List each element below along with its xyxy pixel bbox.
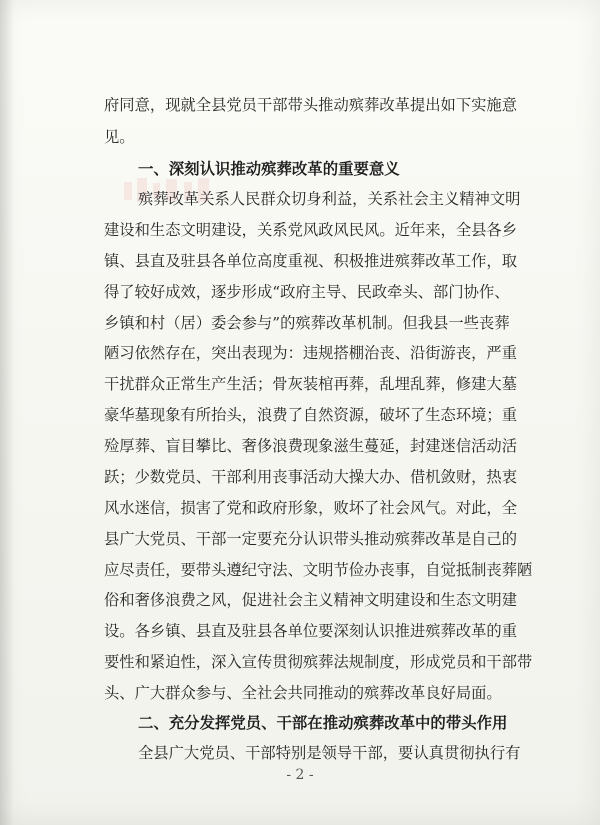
body-line-8: 豪华墓现象有所抬头，浪费了自然资源，破坏了生态环境；重 <box>104 406 518 424</box>
body-line-18: 全县广大党员、干部特别是领导干部，要认真贯彻执行有 <box>138 744 521 762</box>
body-line-11: 风水迷信，损害了党和政府形象，败坏了社会风气。对此，全 <box>104 499 518 517</box>
page-number: - 2 - <box>286 767 314 783</box>
body-line-16: 要性和紧迫性，深入宣传贯彻殡葬法规制度，形成党员和干部带 <box>104 653 533 671</box>
body-line-4: 得了较好成效，逐步形成“政府主导、民政牵头、部门协作、 <box>104 283 510 301</box>
body-line-15: 设。各乡镇、县直及驻县各单位要深刻认识推进殡葬改革的重 <box>104 622 518 640</box>
body-line-9: 殓厚葬、盲目攀比、奢侈浪费现象滋生蔓延，封建迷信活动活 <box>104 437 518 455</box>
body-line-10: 跃；少数党员、干部利用丧事活动大操大办、借机敛财，热衷 <box>104 468 518 486</box>
paragraph-continuation-line-1: 府同意，现就全县党员干部带头推动殡葬改革提出如下实施意 <box>104 96 518 114</box>
body-line-5: 乡镇和村（居）委会参与”的殡葬改革机制。但我县一些丧葬 <box>104 314 510 332</box>
body-line-12: 县广大党员、干部一定要充分认识带头推动殡葬改革是自己的 <box>104 530 518 548</box>
body-line-2: 建设和生态文明建设，关系党风政风民风。近年来，全县各乡 <box>104 221 518 239</box>
body-line-1: 殡葬改革关系人民群众切身利益，关系社会主义精神文明 <box>138 190 521 208</box>
section-heading-2: 二、充分发挥党员、干部在推动殡葬改革中的带头作用 <box>138 714 508 732</box>
section-heading-1: 一、深刻认识推动殡葬改革的重要意义 <box>138 160 400 178</box>
body-line-6: 陋习依然存在，突出表现为：违规搭棚治丧、沿街游丧，严重 <box>104 344 518 362</box>
body-line-3: 镇、县直及驻县各单位高度重视、积极推进殡葬改革工作，取 <box>104 252 518 270</box>
body-line-14: 俗和奢侈浪费之风，促进社会主义精神文明建设和生态文明建 <box>104 591 518 609</box>
scan-edge-shadow <box>0 0 14 825</box>
body-line-17: 头、广大群众参与、全社会共同推动的殡葬改革良好局面。 <box>104 684 502 702</box>
paragraph-continuation-line-2: 见。 <box>104 128 135 146</box>
body-line-7: 干扰群众正常生产生活；骨灰装棺再葬，乱埋乱葬，修建大墓 <box>104 375 518 393</box>
body-line-13: 应尽责任，要带头遵纪守法、文明节俭办丧事，自觉抵制丧葬陋 <box>104 561 533 579</box>
